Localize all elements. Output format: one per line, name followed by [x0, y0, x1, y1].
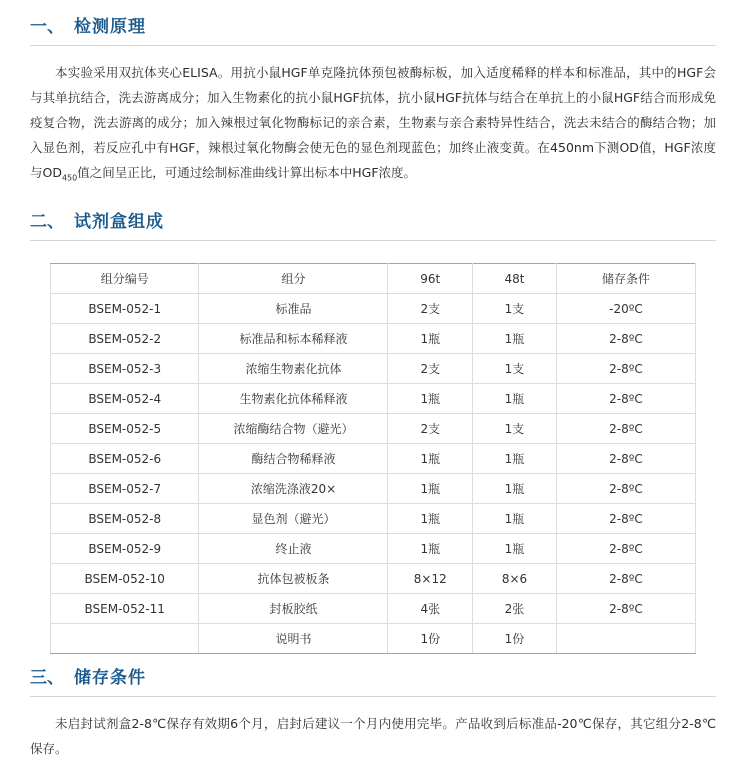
section-principle-divider: [30, 45, 716, 46]
cell-storage: 2-8ºC: [556, 564, 695, 594]
table-header: [51, 264, 696, 294]
cell-48t: 1瓶: [473, 504, 557, 534]
cell-48t: 1瓶: [473, 384, 557, 414]
cell-code: BSEM-052-1: [51, 294, 199, 324]
cell-96t: 1瓶: [388, 444, 473, 474]
principle-text-part2: 值之间呈正比，可通过绘制标准曲线计算出标本中HGF浓度。: [77, 165, 417, 180]
cell-code: BSEM-052-2: [51, 324, 199, 354]
cell-96t: 1瓶: [388, 474, 473, 504]
cell-48t: 1瓶: [473, 324, 557, 354]
principle-text-subscript: 450: [61, 173, 78, 183]
cell-code: BSEM-052-11: [51, 594, 199, 624]
cell-48t: 1支: [473, 354, 557, 384]
cell-48t: 1份: [473, 624, 557, 654]
cell-storage: 2-8ºC: [556, 534, 695, 564]
table-row: [51, 324, 696, 354]
cell-component: 说明书: [199, 624, 388, 654]
cell-48t: 2张: [473, 594, 557, 624]
cell-96t: 1份: [388, 624, 473, 654]
section-principle-heading: [30, 12, 716, 37]
section-composition: [30, 207, 716, 654]
cell-48t: 1瓶: [473, 474, 557, 504]
column-header-component: 组分: [199, 264, 388, 294]
cell-storage: [556, 624, 695, 654]
cell-storage: 2-8ºC: [556, 354, 695, 384]
section-storage: [30, 663, 716, 761]
column-header-storage: 储存条件: [556, 264, 695, 294]
section-storage-heading: [30, 663, 716, 688]
cell-component: 抗体包被板条: [199, 564, 388, 594]
table-row: [51, 594, 696, 624]
section-composition-divider: [30, 240, 716, 241]
cell-96t: 4张: [388, 594, 473, 624]
section-composition-title: 试剂盒组成: [74, 212, 164, 232]
table-row: [51, 414, 696, 444]
kit-composition-table: [50, 263, 696, 654]
table-header-row: [51, 264, 696, 294]
section-storage-divider: [30, 696, 716, 697]
cell-component: 生物素化抗体稀释液: [199, 384, 388, 414]
table-row: [51, 474, 696, 504]
section-storage-title: 储存条件: [74, 668, 146, 688]
column-header-48t: 48t: [473, 264, 557, 294]
cell-storage: -20ºC: [556, 294, 695, 324]
cell-96t: 8×12: [388, 564, 473, 594]
column-header-code: 组分编号: [51, 264, 199, 294]
cell-component: 显色剂（避光）: [199, 504, 388, 534]
section-composition-number: 二、: [30, 212, 64, 232]
cell-storage: 2-8ºC: [556, 384, 695, 414]
cell-96t: 1瓶: [388, 324, 473, 354]
cell-code: [51, 624, 199, 654]
section-principle-number: 一、: [30, 17, 64, 37]
table-row: [51, 384, 696, 414]
cell-component: 封板胶纸: [199, 594, 388, 624]
cell-48t: 1瓶: [473, 444, 557, 474]
cell-storage: 2-8ºC: [556, 324, 695, 354]
cell-storage: 2-8ºC: [556, 474, 695, 504]
section-principle: [30, 12, 716, 187]
cell-code: BSEM-052-9: [51, 534, 199, 564]
cell-code: BSEM-052-3: [51, 354, 199, 384]
section-composition-heading: [30, 207, 716, 232]
column-header-96t: 96t: [388, 264, 473, 294]
cell-96t: 1瓶: [388, 504, 473, 534]
principle-text-part1: 本实验采用双抗体夹心ELISA。用抗小鼠HGF单克隆抗体预包被酶标板，加入适度稀释的样本和标准品，其中的HGF会与其单抗结合，洗去游离成分；加入生物素化的抗小鼠HGF抗体，抗小鼠HGF抗体与结合在单抗上的小鼠HGF结合而形成免疫复合物，洗去游离的成分；加入辣根过氧化物酶标记的亲合素，生物素与亲合素特异性结合，洗去未结合的酶结合物；加入显色剂，若反应孔中有HGF，辣根过氧化物酶会使无色的显色剂现蓝色；加终止液变黄。在450nm下测OD值，HGF浓度与OD: [30, 65, 716, 180]
cell-code: BSEM-052-7: [51, 474, 199, 504]
cell-component: 标准品: [199, 294, 388, 324]
table-row: [51, 354, 696, 384]
section-storage-number: 三、: [30, 668, 64, 688]
cell-component: 终止液: [199, 534, 388, 564]
cell-48t: 8×6: [473, 564, 557, 594]
cell-96t: 2支: [388, 354, 473, 384]
table-row: [51, 504, 696, 534]
table-body: [51, 294, 696, 654]
section-principle-title: 检测原理: [74, 17, 146, 37]
cell-code: BSEM-052-6: [51, 444, 199, 474]
cell-component: 标准品和标本稀释液: [199, 324, 388, 354]
cell-component: 浓缩洗涤液20×: [199, 474, 388, 504]
cell-code: BSEM-052-10: [51, 564, 199, 594]
table-row: [51, 624, 696, 654]
cell-96t: 2支: [388, 294, 473, 324]
cell-code: BSEM-052-8: [51, 504, 199, 534]
cell-storage: 2-8ºC: [556, 414, 695, 444]
table-row: [51, 444, 696, 474]
cell-96t: 1瓶: [388, 384, 473, 414]
cell-96t: 2支: [388, 414, 473, 444]
cell-code: BSEM-052-5: [51, 414, 199, 444]
cell-48t: 1支: [473, 294, 557, 324]
cell-storage: 2-8ºC: [556, 444, 695, 474]
cell-storage: 2-8ºC: [556, 594, 695, 624]
table-row: [51, 534, 696, 564]
section-principle-paragraph: [30, 60, 716, 187]
table-row: [51, 294, 696, 324]
cell-48t: 1瓶: [473, 534, 557, 564]
cell-component: 酶结合物稀释液: [199, 444, 388, 474]
cell-component: 浓缩生物素化抗体: [199, 354, 388, 384]
cell-component: 浓缩酶结合物（避光）: [199, 414, 388, 444]
table-row: [51, 564, 696, 594]
cell-96t: 1瓶: [388, 534, 473, 564]
cell-48t: 1支: [473, 414, 557, 444]
cell-code: BSEM-052-4: [51, 384, 199, 414]
cell-storage: 2-8ºC: [556, 504, 695, 534]
section-storage-paragraph: 未启封试剂盒2-8℃保存有效期6个月，启封后建议一个月内使用完毕。产品收到后标准品-20℃保存，其它组分2-8℃保存。: [30, 716, 716, 756]
